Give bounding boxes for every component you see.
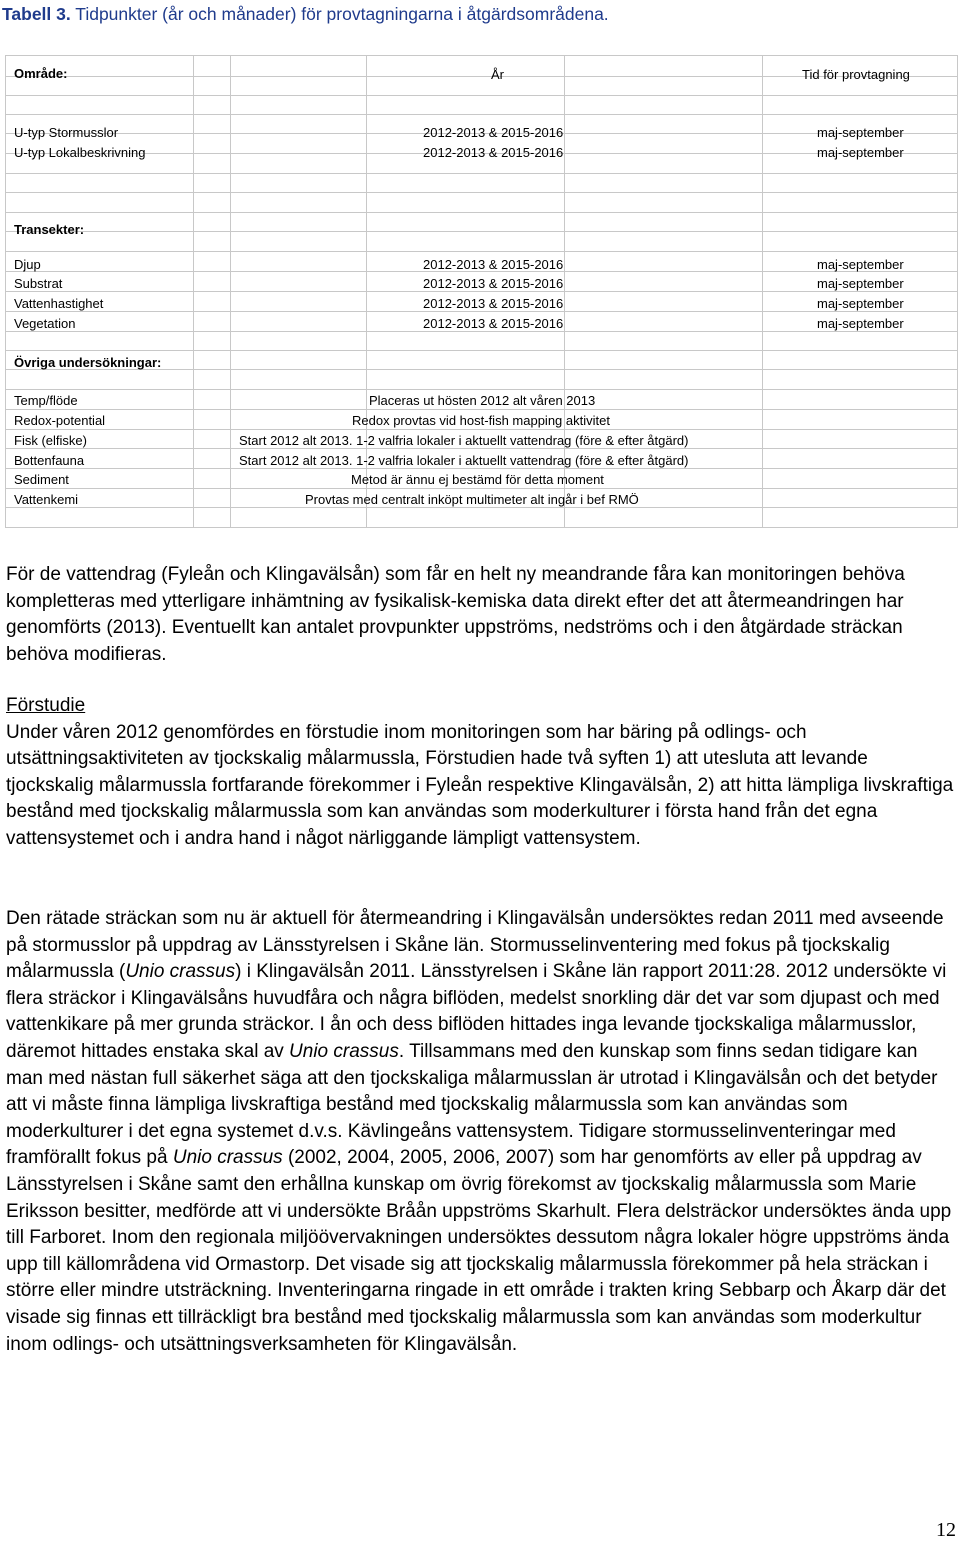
- other-row-4-note: Metod är ännu ej bestämd för detta moment: [351, 472, 604, 487]
- body-paragraph-3: [6, 906, 956, 1358]
- body-section-forstudie: [6, 693, 956, 853]
- other-row-3-label: Bottenfauna: [14, 453, 85, 468]
- species-name: Unio crassus: [172, 1147, 283, 1169]
- utyp-row-1-label: U-typ Lokalbeskrivning: [14, 145, 146, 160]
- utyp-row-0-year: 2012-2013 & 2015-2016: [423, 125, 564, 140]
- transect-row-1-label: Substrat: [14, 276, 63, 291]
- paragraph-klingavalsan: [6, 906, 956, 1358]
- other-row-1-label: Redox-potential: [14, 413, 106, 428]
- sampling-table: [5, 55, 958, 528]
- transect-row-2-year: 2012-2013 & 2015-2016: [423, 296, 564, 311]
- other-row-5-note: Provtas med centralt inköpt multimeter alt ingår i bef RMÖ: [305, 492, 639, 507]
- header-time: Tid för provtagning: [802, 67, 910, 82]
- transect-row-2-time: maj-september: [817, 296, 904, 311]
- header-year: År: [491, 67, 504, 82]
- species-name: Unio crassus: [289, 1040, 399, 1062]
- other-row-2-label: Fisk (elfiske): [14, 433, 87, 448]
- transect-row-0-label: Djup: [14, 257, 41, 272]
- other-heading: Övriga undersökningar:: [14, 355, 162, 370]
- caption-label: Tabell 3.: [2, 4, 71, 24]
- transect-row-3-year: 2012-2013 & 2015-2016: [423, 316, 564, 331]
- body-paragraph-1: [6, 562, 956, 668]
- transect-row-1-time: maj-september: [817, 276, 904, 291]
- species-name: Unio crassus: [125, 961, 236, 983]
- para3-part-b: ) i Klingavälsån 2011. Länsstyrelsen i Skåne län rapport 2011:28. 2012 undersökte vi flera sträckor i Klingavälsåns huvudfåra och några biflöden, medelst snorkling där det var som djupast och med vattenkikare på mer grunda sträckor. I ån och dess biflöden hittades inga levande tjockskaliga målarmusslor, däremot hittades enstaka skal av: [6, 961, 947, 1062]
- transect-row-2-label: Vattenhastighet: [14, 296, 104, 311]
- other-row-0-label: Temp/flöde: [14, 393, 78, 408]
- para3-part-c: . Tillsammans med den kunskap som finns sedan tidigare kan man med nästan full säkerhet säga att den tjockskaliga målarmusslan är utrotad i Klingavälsån och det betyder att vi måste finna lämpliga livskraftiga bestånd med tjockskalig målarmussla som kan användas som moderkulturer i det egna systemet d.v.s. Kävlingeåns vattensystem. Tidigare stormusselinventeringar med framförallt fokus på: [6, 1040, 938, 1169]
- utyp-row-1-year: 2012-2013 & 2015-2016: [423, 145, 564, 160]
- table-caption: [2, 4, 609, 25]
- transect-row-3-time: maj-september: [817, 316, 904, 331]
- transect-row-3-label: Vegetation: [14, 316, 76, 331]
- caption-text: Tidpunkter (år och månader) för provtagningarna i åtgärdsområdena.: [70, 4, 609, 24]
- other-row-4-label: Sediment: [14, 472, 69, 487]
- transect-row-1-year: 2012-2013 & 2015-2016: [423, 276, 564, 291]
- para3-part-a: Den rätade sträckan som nu är aktuell för återmeandring i Klingavälsån undersöktes redan 2011 med avseende på stormusslor på uppdrag av Länsstyrelsen i Skåne län. Stormusselinventering med fokus på tjockskalig målarmussla (: [6, 908, 944, 983]
- paragraph-monitoring: För de vattendrag (Fyleån och Klingavälsån) som får en helt ny meandrande fåra kan monitoringen behöva kompletteras med ytterligare inhämtning av fysikalisk-kemiska data direkt efter det att återmeandringen har genomförts (2013). Eventuellt kan antalet provpunkter uppströms, nedströms och i den åtgärdade sträckan behöva modifieras.: [6, 564, 905, 665]
- transects-heading: Transekter:: [14, 222, 85, 237]
- other-row-3-note: Start 2012 alt 2013. 1-2 valfria lokaler i aktuellt vattendrag (före & efter åtgärd): [239, 453, 689, 468]
- other-row-0-note: Placeras ut hösten 2012 alt våren 2013: [369, 393, 596, 408]
- transect-row-0-year: 2012-2013 & 2015-2016: [423, 257, 564, 272]
- other-row-5-label: Vattenkemi: [14, 492, 79, 507]
- paragraph-forstudie: Under våren 2012 genomfördes en förstudie inom monitoringen som har bäring på odlings- och utsättningsaktiviteten av tjockskalig målarmussla, Förstudien hade två syften 1) att utesluta att levande tjockskalig målarmussla fortfarande förekommer i Fyleån respektive Klingavälsån, 2) att hitta lämpliga livskraftiga bestånd med tjockskalig målarmussla som kan användas som moderkulturer i första hand från det egna vattensystemet och i andra hand i något närliggande lämpligt vattensystem.: [6, 721, 954, 849]
- other-row-1-note: Redox provtas vid host-fish mapping aktivitet: [352, 413, 610, 428]
- header-area: Område:: [14, 66, 68, 81]
- other-row-2-note: Start 2012 alt 2013. 1-2 valfria lokaler i aktuellt vattendrag (före & efter åtgärd): [239, 433, 689, 448]
- utyp-row-0-time: maj-september: [817, 125, 904, 140]
- section-heading: Förstudie: [6, 695, 86, 716]
- page-number: 12: [936, 1519, 956, 1541]
- transect-row-0-time: maj-september: [817, 257, 904, 272]
- utyp-row-0-label: U-typ Stormusslor: [14, 125, 119, 140]
- utyp-row-1-time: maj-september: [817, 145, 904, 160]
- para3-part-d: (2002, 2004, 2005, 2006, 2007) som har genomförts av eller på uppdrag av Länsstyrelsen i Skåne samt den erhållna kunskap om övrig förekomst av tjockskalig målarmussla som Marie Eriksson besitter, medförde att vi undersökte Bråån uppströms Skarhult. Flera delsträckor undersöktes ända upp till Farboret. Inom den regionala miljöövervakningen undersöktes dessutom några lokaler högre uppströms ända upp till källområdena vid Ormastorp. Det visade sig att tjockskalig målarmussla förekommer på hela sträckan i större eller mindre utsträckning. Inventeringarna ringade in ett område i trakten kring Sebbarp och Åkarp där det visade sig finnas ett tillräckligt bra bestånd med tjockskalig målarmussla som kan användas som moderkultur inom odlings- och utsättningsverksamheten för Klingavälsån.: [6, 1147, 952, 1355]
